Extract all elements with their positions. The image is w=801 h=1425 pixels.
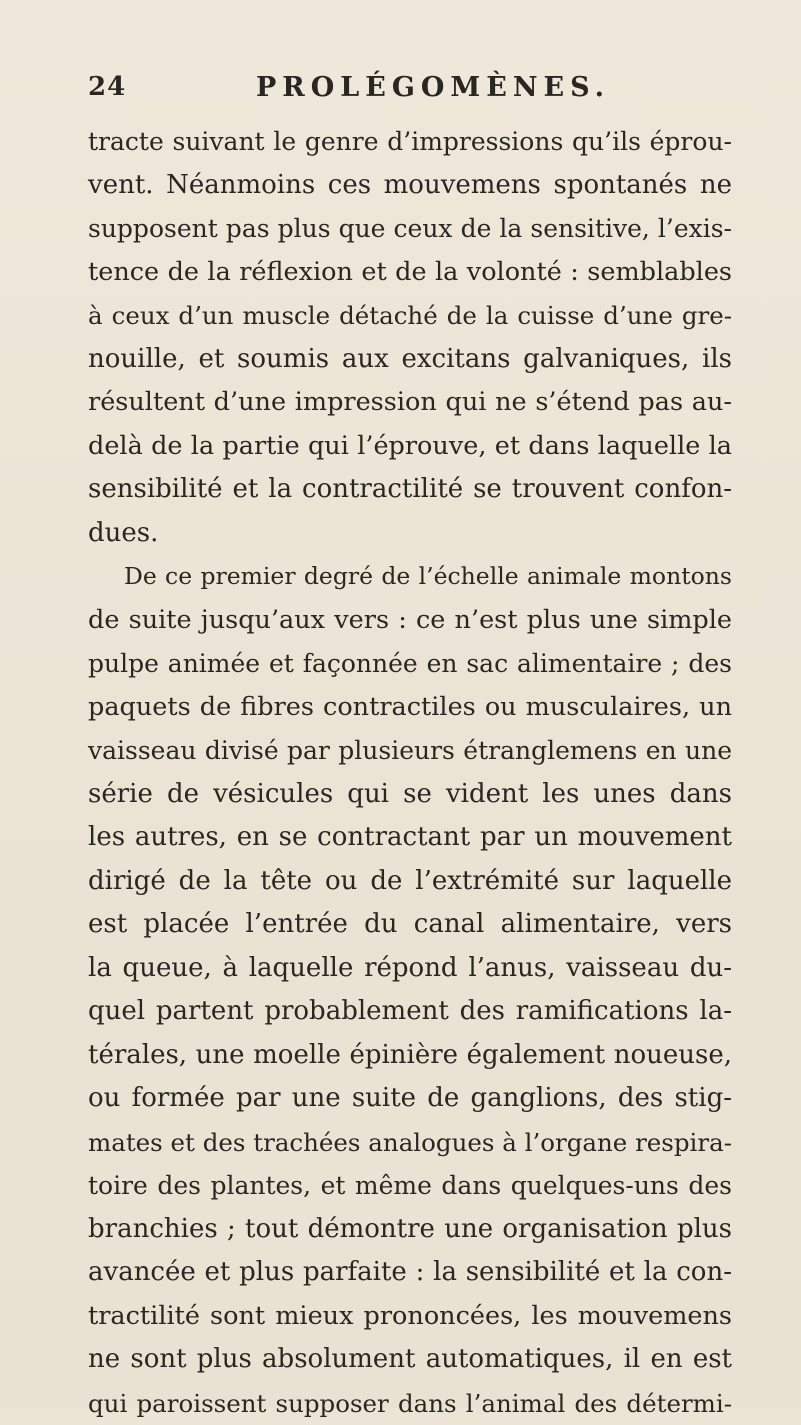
text-line: à ceux d’un muscle détaché de la cuisse d’une gre- xyxy=(88,294,732,338)
text-line: la queue, à laquelle répond l’anus, vaisseau du- xyxy=(88,947,732,991)
running-title: PROLÉGOMÈNES. xyxy=(256,72,610,103)
text-line: de suite jusqu’aux vers : ce n’est plus une simple xyxy=(88,599,732,643)
text-line: dirigé de la tête ou de l’extrémité sur laquelle xyxy=(88,860,732,904)
text-line: sensibilité et la contractilité se trouvent confon- xyxy=(88,468,732,512)
text-line: les autres, en se contractant par un mouvement xyxy=(88,816,732,860)
text-line: delà de la partie qui l’éprouve, et dans laquelle la xyxy=(88,425,732,469)
text-line: vaisseau divisé par plusieurs étranglemens en une xyxy=(88,729,732,773)
text-line: ne sont plus absolument automatiques, il en est xyxy=(88,1338,732,1382)
text-line: avancée et plus parfaite : la sensibilité et la con- xyxy=(88,1251,732,1295)
text-line: série de vésicules qui se vident les unes dans xyxy=(88,773,732,817)
text-line: est placée l’entrée du canal alimentaire, vers xyxy=(88,903,732,947)
text-line: tractilité sont mieux prononcées, les mouvemens xyxy=(88,1295,732,1339)
text-line: résultent d’une impression qui ne s’étend pas au- xyxy=(88,381,732,425)
text-line: toire des plantes, et même dans quelques-uns des xyxy=(88,1164,732,1208)
text-line: quel partent probablement des ramifications la- xyxy=(88,990,732,1034)
text-line: paquets de fibres contractiles ou musculaires, un xyxy=(88,686,732,730)
text-line: vent. Néanmoins ces mouvemens spontanés ne xyxy=(88,164,732,208)
paragraph-start-line: De ce premier degré de l’échelle animale montons xyxy=(88,555,732,599)
body-text xyxy=(88,120,732,1425)
page-header xyxy=(88,72,728,116)
text-line: pulpe animée et façonnée en sac alimentaire ; des xyxy=(88,642,732,686)
text-line: térales, une moelle épinière également noueuse, xyxy=(88,1034,732,1078)
text-line: ou formée par une suite de ganglions, des stig- xyxy=(88,1077,732,1121)
text-line: supposent pas plus que ceux de la sensitive, l’exis- xyxy=(88,207,732,251)
text-line: nouille, et soumis aux excitans galvaniques, ils xyxy=(88,338,732,382)
text-line: tence de la réflexion et de la volonté : semblables xyxy=(88,251,732,295)
text-line: qui paroissent supposer dans l’animal des détermi- xyxy=(88,1382,732,1425)
text-line: mates et des trachées analogues à l’organe respira- xyxy=(88,1121,732,1165)
text-line: branchies ; tout démontre une organisation plus xyxy=(88,1208,732,1252)
paragraph-end-line: dues. xyxy=(88,512,732,556)
page-number: 24 xyxy=(88,72,126,102)
text-line: tracte suivant le genre d’impressions qu’ils éprou- xyxy=(88,120,732,164)
